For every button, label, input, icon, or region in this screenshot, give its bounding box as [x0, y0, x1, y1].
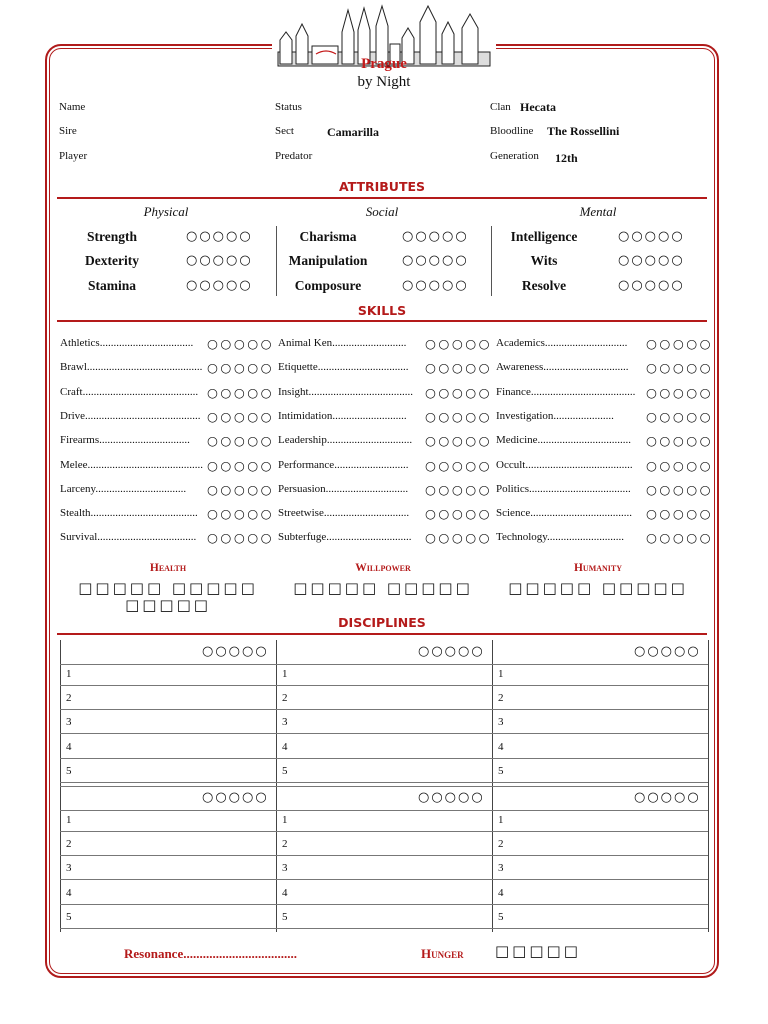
logo-title: Prague	[361, 56, 407, 72]
discipline-power-line[interactable]	[60, 782, 276, 783]
predator-label: Predator	[275, 150, 313, 162]
discipline-power-number: 5	[282, 910, 288, 923]
skill-label: Academics..............................	[496, 337, 628, 349]
attr-strength-dots[interactable]: ○○○○○	[186, 229, 253, 244]
skill-label: Finance......................................	[496, 386, 636, 398]
attr-resolve: Resolve	[521, 278, 567, 293]
discipline-power-line[interactable]	[492, 879, 708, 880]
health-boxes[interactable]: □□□□□ □□□□□	[78, 579, 258, 597]
social-heading: Social	[365, 204, 399, 219]
skill-dots[interactable]: ○○○○○	[425, 530, 493, 545]
skill-label: Investigation......................	[496, 410, 614, 422]
discipline-power-line[interactable]	[492, 758, 708, 759]
bloodline-label: Bloodline	[490, 125, 534, 137]
skill-label: Performance...........................	[278, 459, 409, 471]
attr-intelligence-dots[interactable]: ○○○○○	[618, 229, 685, 244]
hunger-boxes[interactable]: □□□□□	[495, 942, 581, 960]
attr-wits: Wits	[530, 253, 558, 268]
skill-label: Etiquette.................................	[278, 361, 409, 373]
skill-label: Politics.....................................	[496, 483, 631, 495]
discipline-power-line[interactable]	[60, 928, 276, 929]
clan-label: Clan	[490, 101, 511, 113]
discipline-dots[interactable]: ○○○○○	[634, 644, 701, 659]
generation-label: Generation	[490, 150, 539, 162]
discipline-column-divider	[708, 640, 709, 932]
attr-manipulation: Manipulation	[288, 253, 368, 268]
skill-label: Technology............................	[496, 531, 625, 543]
willpower-boxes[interactable]: □□□□□ □□□□□	[293, 579, 473, 597]
attr-wits-dots[interactable]: ○○○○○	[618, 253, 685, 268]
discipline-power-line[interactable]	[276, 758, 492, 759]
discipline-power-line[interactable]	[492, 709, 708, 710]
discipline-power-number: 3	[498, 716, 504, 729]
status-label: Status	[275, 101, 302, 113]
discipline-power-number: 2	[282, 692, 288, 705]
attributes-rule	[57, 197, 707, 199]
discipline-power-number: 3	[66, 862, 72, 875]
skill-dots[interactable]: ○○○○○	[207, 530, 275, 545]
skill-label: Subterfuge...............................	[278, 531, 412, 543]
skill-dots[interactable]: ○○○○○	[207, 482, 275, 497]
discipline-dots[interactable]: ○○○○○	[202, 644, 269, 659]
attr-composure-dots[interactable]: ○○○○○	[402, 278, 469, 293]
discipline-power-number: 3	[498, 862, 504, 875]
discipline-dots[interactable]: ○○○○○	[202, 790, 269, 805]
discipline-power-line[interactable]	[492, 928, 708, 929]
skill-dots[interactable]: ○○○○○	[207, 360, 275, 375]
discipline-power-number: 3	[282, 862, 288, 875]
prague-by-night-logo	[272, 2, 496, 92]
skill-label: Intimidation...........................	[278, 410, 407, 422]
humanity-boxes[interactable]: □□□□□ □□□□□	[508, 579, 688, 597]
hunger-label: Hunger	[421, 946, 464, 961]
discipline-power-line[interactable]	[276, 855, 492, 856]
clan-value[interactable]: Hecata	[520, 100, 556, 114]
sect-value[interactable]: Camarilla	[327, 125, 379, 139]
attr-strength: Strength	[86, 229, 137, 244]
skill-label: Occult.......................................	[496, 459, 633, 471]
skill-label: Awareness...............................	[496, 361, 629, 373]
discipline-power-line[interactable]	[276, 928, 492, 929]
skill-label: Athletics..................................	[60, 337, 194, 349]
skill-label: Streetwise...............................	[278, 507, 410, 519]
physical-heading: Physical	[143, 204, 189, 219]
skill-dots[interactable]: ○○○○○	[425, 482, 493, 497]
skill-dots[interactable]: ○○○○○	[425, 458, 493, 473]
discipline-power-line[interactable]	[492, 685, 708, 686]
discipline-power-number: 1	[282, 814, 288, 826]
discipline-power-number: 2	[66, 692, 72, 705]
discipline-power-line[interactable]	[276, 709, 492, 710]
skill-label: Insight......................................	[278, 386, 414, 398]
sect-label: Sect	[275, 125, 294, 137]
attr-dexterity: Dexterity	[85, 253, 139, 268]
logo-subtitle: by Night	[357, 74, 411, 90]
skill-dots[interactable]: ○○○○○	[207, 336, 275, 351]
discipline-power-line[interactable]	[60, 758, 276, 759]
discipline-power-number: 1	[498, 668, 504, 680]
skill-dots[interactable]: ○○○○○	[207, 385, 275, 400]
player-label: Player	[59, 150, 88, 162]
bloodline-value[interactable]: The Rossellini	[547, 124, 620, 138]
discipline-power-number: 5	[498, 910, 504, 923]
discipline-power-line[interactable]	[276, 782, 492, 783]
discipline-power-line[interactable]	[60, 904, 276, 905]
attr-charisma-dots[interactable]: ○○○○○	[402, 229, 469, 244]
skill-label: Melee..........................................	[60, 459, 203, 471]
skill-dots[interactable]: ○○○○○	[207, 458, 275, 473]
skill-label: Leadership...............................	[278, 434, 413, 446]
skills-rule	[57, 320, 707, 322]
resonance-label[interactable]: Resonance...................................	[124, 946, 297, 961]
discipline-header-line	[60, 810, 708, 811]
skill-label: Craft..........................................	[60, 386, 199, 398]
discipline-power-line[interactable]	[60, 879, 276, 880]
sire-label: Sire	[59, 125, 77, 137]
discipline-power-number: 1	[282, 668, 288, 680]
attributes-divider	[491, 226, 492, 296]
discipline-power-number: 1	[66, 814, 72, 826]
discipline-power-line[interactable]	[60, 685, 276, 686]
humanity-title: Humanity	[573, 562, 623, 574]
attr-composure: Composure	[294, 278, 362, 293]
discipline-power-number: 5	[498, 764, 504, 777]
discipline-dots[interactable]: ○○○○○	[634, 790, 701, 805]
discipline-power-line[interactable]	[492, 733, 708, 734]
skill-dots[interactable]: ○○○○○	[646, 506, 714, 521]
skill-dots[interactable]: ○○○○○	[646, 360, 714, 375]
discipline-power-line[interactable]	[492, 782, 708, 783]
disciplines-rule	[57, 633, 707, 635]
discipline-dots[interactable]: ○○○○○	[418, 790, 485, 805]
discipline-power-line[interactable]	[492, 855, 708, 856]
skill-label: Firearms.................................	[60, 434, 190, 446]
skill-label: Science.....................................	[496, 507, 632, 519]
discipline-power-number: 5	[282, 764, 288, 777]
skill-label: Medicine..................................	[496, 434, 632, 446]
attributes-title: ATTRIBUTES	[338, 179, 426, 194]
discipline-power-line[interactable]	[276, 685, 492, 686]
skill-dots[interactable]: ○○○○○	[646, 409, 714, 424]
discipline-power-number: 4	[66, 886, 72, 899]
discipline-power-line[interactable]	[276, 904, 492, 905]
health-boxes-extra[interactable]: □□□□□	[125, 596, 211, 614]
discipline-header-line	[60, 664, 708, 665]
discipline-power-number: 5	[66, 764, 72, 777]
name-label: Name	[59, 101, 86, 113]
skill-label: Brawl..........................................	[60, 361, 203, 373]
discipline-power-line[interactable]	[60, 831, 276, 832]
discipline-power-number: 4	[282, 886, 288, 899]
disciplines-title: DISCIPLINES	[338, 615, 426, 630]
skill-label: Drive..........................................	[60, 410, 201, 422]
discipline-power-line[interactable]	[60, 709, 276, 710]
attr-manipulation-dots[interactable]: ○○○○○	[402, 253, 469, 268]
attr-dexterity-dots[interactable]: ○○○○○	[186, 253, 253, 268]
skill-dots[interactable]: ○○○○○	[646, 336, 714, 351]
skill-dots[interactable]: ○○○○○	[425, 433, 493, 448]
skill-dots[interactable]: ○○○○○	[207, 506, 275, 521]
discipline-power-number: 4	[66, 740, 72, 753]
skills-title: SKILLS	[357, 303, 407, 318]
mental-heading: Mental	[579, 204, 617, 219]
skill-dots[interactable]: ○○○○○	[646, 482, 714, 497]
discipline-power-number: 2	[498, 838, 504, 851]
discipline-power-number: 4	[282, 740, 288, 753]
skill-dots[interactable]: ○○○○○	[646, 433, 714, 448]
skill-dots[interactable]: ○○○○○	[425, 336, 493, 351]
discipline-power-line[interactable]	[276, 831, 492, 832]
attr-stamina: Stamina	[87, 278, 136, 293]
health-title: Health	[149, 562, 187, 574]
discipline-power-number: 1	[66, 668, 72, 680]
discipline-power-number: 1	[498, 814, 504, 826]
discipline-power-number: 2	[498, 692, 504, 705]
discipline-block-top	[60, 786, 708, 787]
discipline-power-line[interactable]	[492, 831, 708, 832]
discipline-power-number: 3	[282, 716, 288, 729]
skill-dots[interactable]: ○○○○○	[425, 385, 493, 400]
discipline-power-number: 2	[66, 838, 72, 851]
skill-dots[interactable]: ○○○○○	[425, 360, 493, 375]
discipline-power-line[interactable]	[60, 855, 276, 856]
skill-dots[interactable]: ○○○○○	[646, 458, 714, 473]
attr-stamina-dots[interactable]: ○○○○○	[186, 278, 253, 293]
discipline-power-line[interactable]	[276, 879, 492, 880]
attr-resolve-dots[interactable]: ○○○○○	[618, 278, 685, 293]
skill-dots[interactable]: ○○○○○	[425, 409, 493, 424]
attr-intelligence: Intelligence	[510, 229, 578, 244]
skill-label: Larceny.................................	[60, 483, 187, 495]
discipline-power-number: 4	[498, 886, 504, 899]
discipline-power-line[interactable]	[276, 733, 492, 734]
discipline-power-number: 4	[498, 740, 504, 753]
skill-label: Animal Ken...........................	[278, 337, 407, 349]
skill-dots[interactable]: ○○○○○	[646, 530, 714, 545]
skill-dots[interactable]: ○○○○○	[646, 385, 714, 400]
generation-value[interactable]: 12th	[555, 151, 578, 165]
discipline-power-line[interactable]	[60, 733, 276, 734]
skill-label: Survival....................................	[60, 531, 197, 543]
skill-dots[interactable]: ○○○○○	[207, 433, 275, 448]
attributes-divider	[276, 226, 277, 296]
skill-label: Stealth.......................................	[60, 507, 198, 519]
attr-charisma: Charisma	[299, 229, 357, 244]
willpower-title: Willpower	[355, 562, 411, 574]
discipline-power-number: 5	[66, 910, 72, 923]
skill-dots[interactable]: ○○○○○	[207, 409, 275, 424]
discipline-power-line[interactable]	[492, 904, 708, 905]
skill-dots[interactable]: ○○○○○	[425, 506, 493, 521]
discipline-power-number: 2	[282, 838, 288, 851]
discipline-dots[interactable]: ○○○○○	[418, 644, 485, 659]
skill-label: Persuasion..............................	[278, 483, 409, 495]
discipline-power-number: 3	[66, 716, 72, 729]
